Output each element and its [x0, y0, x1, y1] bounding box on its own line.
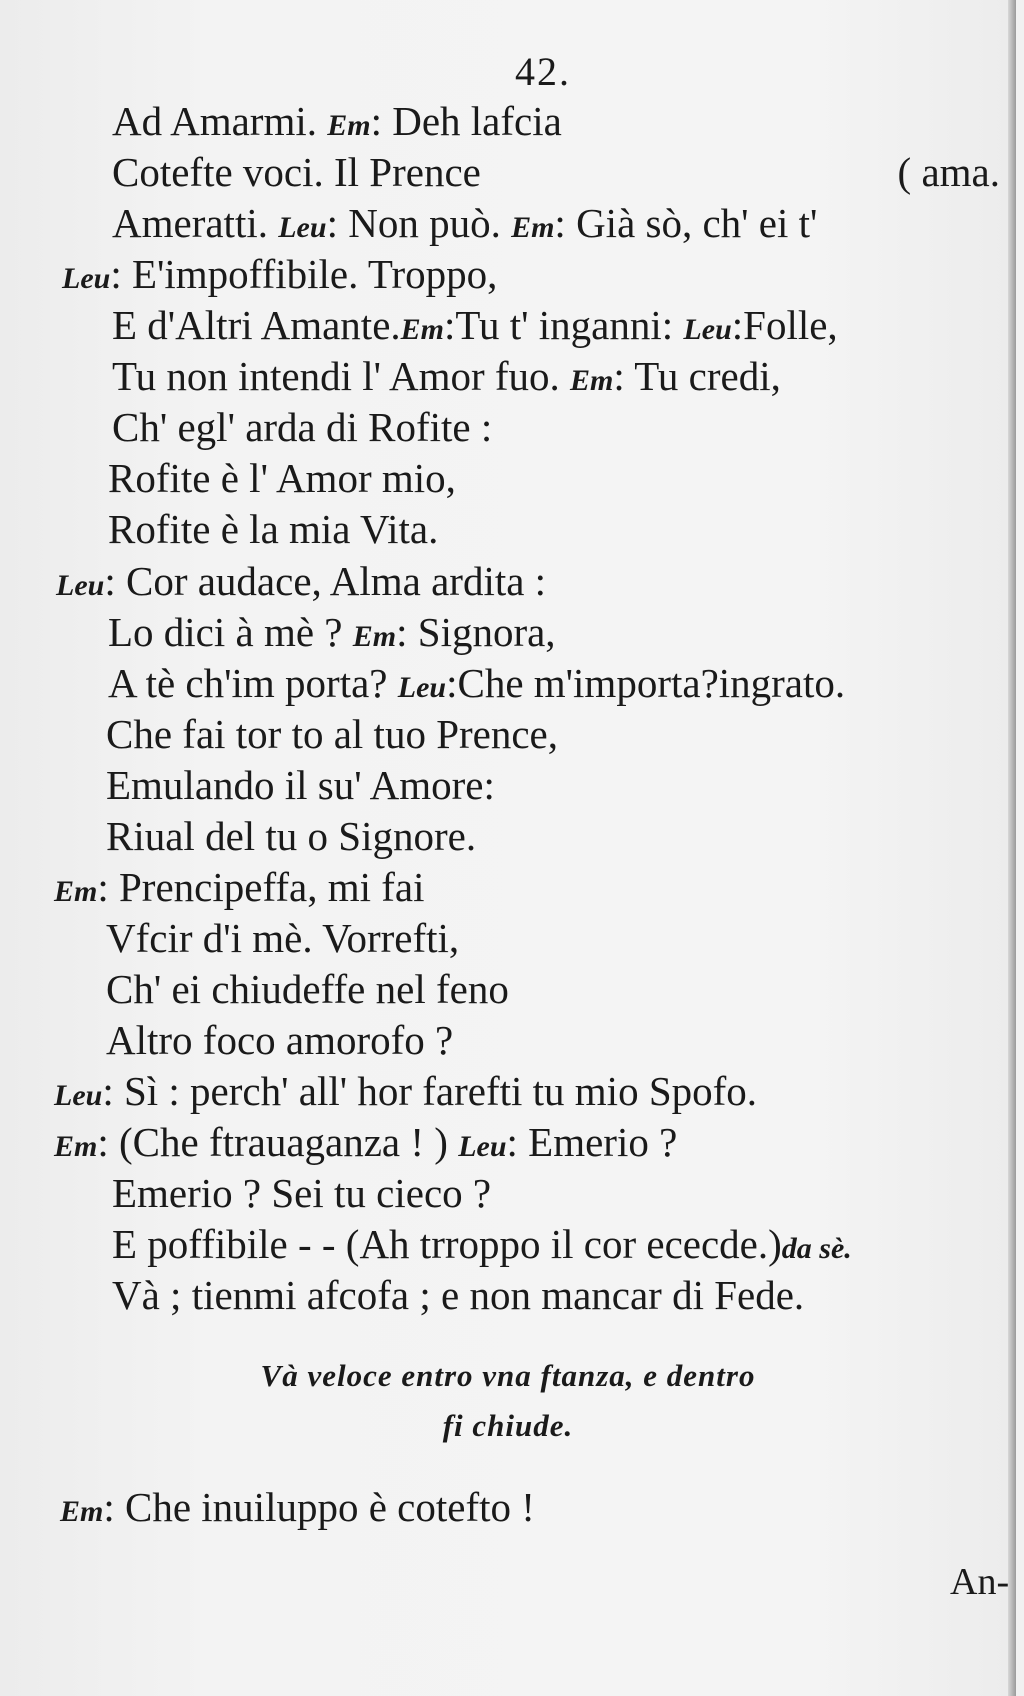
- page-number: 42.: [515, 49, 571, 94]
- verse-line: E d'Altri Amante.Em:Tu t' inganni: Leu:Folle,: [112, 302, 838, 348]
- catchword: An-: [950, 1561, 1010, 1603]
- verse-line: Vfcir d'i mè. Vorrefti,: [106, 915, 460, 961]
- verse-line: E poffibile - - (Ah trroppo il cor ececde.)da sè.: [112, 1221, 852, 1267]
- verse-line: Lo dici à mè ? Em: Signora,: [108, 609, 556, 655]
- verse-line: Cotefte voci. Il Prence ( ama.: [112, 149, 1000, 195]
- speaker-label: Em: [570, 364, 614, 397]
- speaker-label: Leu: [62, 262, 111, 295]
- verse-line: Ameratti. Leu: Non può. Em: Già sò, ch' ei t': [112, 200, 818, 246]
- verse-line: Leu: E'impoffibile. Troppo,: [62, 251, 498, 297]
- speaker-label: Leu: [56, 569, 105, 602]
- verse-line: Leu: Sì : perch' all' hor farefti tu mio Spofo.: [54, 1068, 758, 1114]
- speaker-label: Leu: [397, 671, 447, 704]
- verse-line: Ad Amarmi. Em: Deh lafcia: [112, 98, 562, 144]
- speaker-label: Em: [400, 313, 445, 346]
- verse-line: Altro foco amorofo ?: [106, 1017, 454, 1063]
- speaker-label: Leu: [54, 1079, 103, 1112]
- speaker-label: Em: [352, 620, 397, 653]
- verse-line: Ch' ei chiudeffe nel feno: [106, 966, 509, 1012]
- speaker-label: Em: [54, 1130, 98, 1163]
- speaker-label: Em: [60, 1495, 104, 1528]
- verse-line: A tè ch'im porta? Leu:Che m'importa?ingrato.: [108, 660, 846, 706]
- verse-line: Và ; tienmi afcofa ; e non mancar di Fede.: [112, 1272, 805, 1318]
- verse-line: Emerio ? Sei tu cieco ?: [112, 1170, 492, 1216]
- verse-line: Ch' egl' arda di Rofite :: [112, 404, 493, 450]
- verse-line: Tu non intendi l' Amor fuo. Em: Tu credi,: [112, 353, 781, 399]
- verse-line: Leu: Cor audace, Alma ardita :: [56, 558, 547, 604]
- verse-line: Em: Prencipeffa, mi fai: [54, 864, 425, 910]
- verse-line: Emulando il su' Amore:: [106, 762, 495, 808]
- stage-direction-line-1: Và veloce entro vna ftanza, e dentro: [260, 1358, 756, 1393]
- verse-line: Rofite è l' Amor mio,: [108, 455, 456, 501]
- verse-line: Em: (Che ftrauaganza ! ) Leu: Emerio ?: [54, 1119, 678, 1165]
- verse-line: Rofite è la mia Vita.: [108, 506, 439, 552]
- speaker-label: Leu: [458, 1130, 507, 1163]
- speaker-label: Leu: [278, 211, 327, 244]
- verse-line: Che fai tor to al tuo Prence,: [106, 711, 559, 757]
- speaker-label: Leu: [683, 313, 732, 346]
- speaker-label: Em: [511, 211, 555, 244]
- speaker-label: Em: [54, 875, 98, 908]
- aside-direction: da sè.: [781, 1232, 852, 1265]
- stage-direction-line-2: fi chiude.: [442, 1408, 574, 1443]
- verse-line: Riual del tu o Signore.: [106, 813, 477, 859]
- speaker-label: Em: [327, 109, 371, 142]
- verse-line: Em: Che inuiluppo è cotefto !: [60, 1484, 535, 1530]
